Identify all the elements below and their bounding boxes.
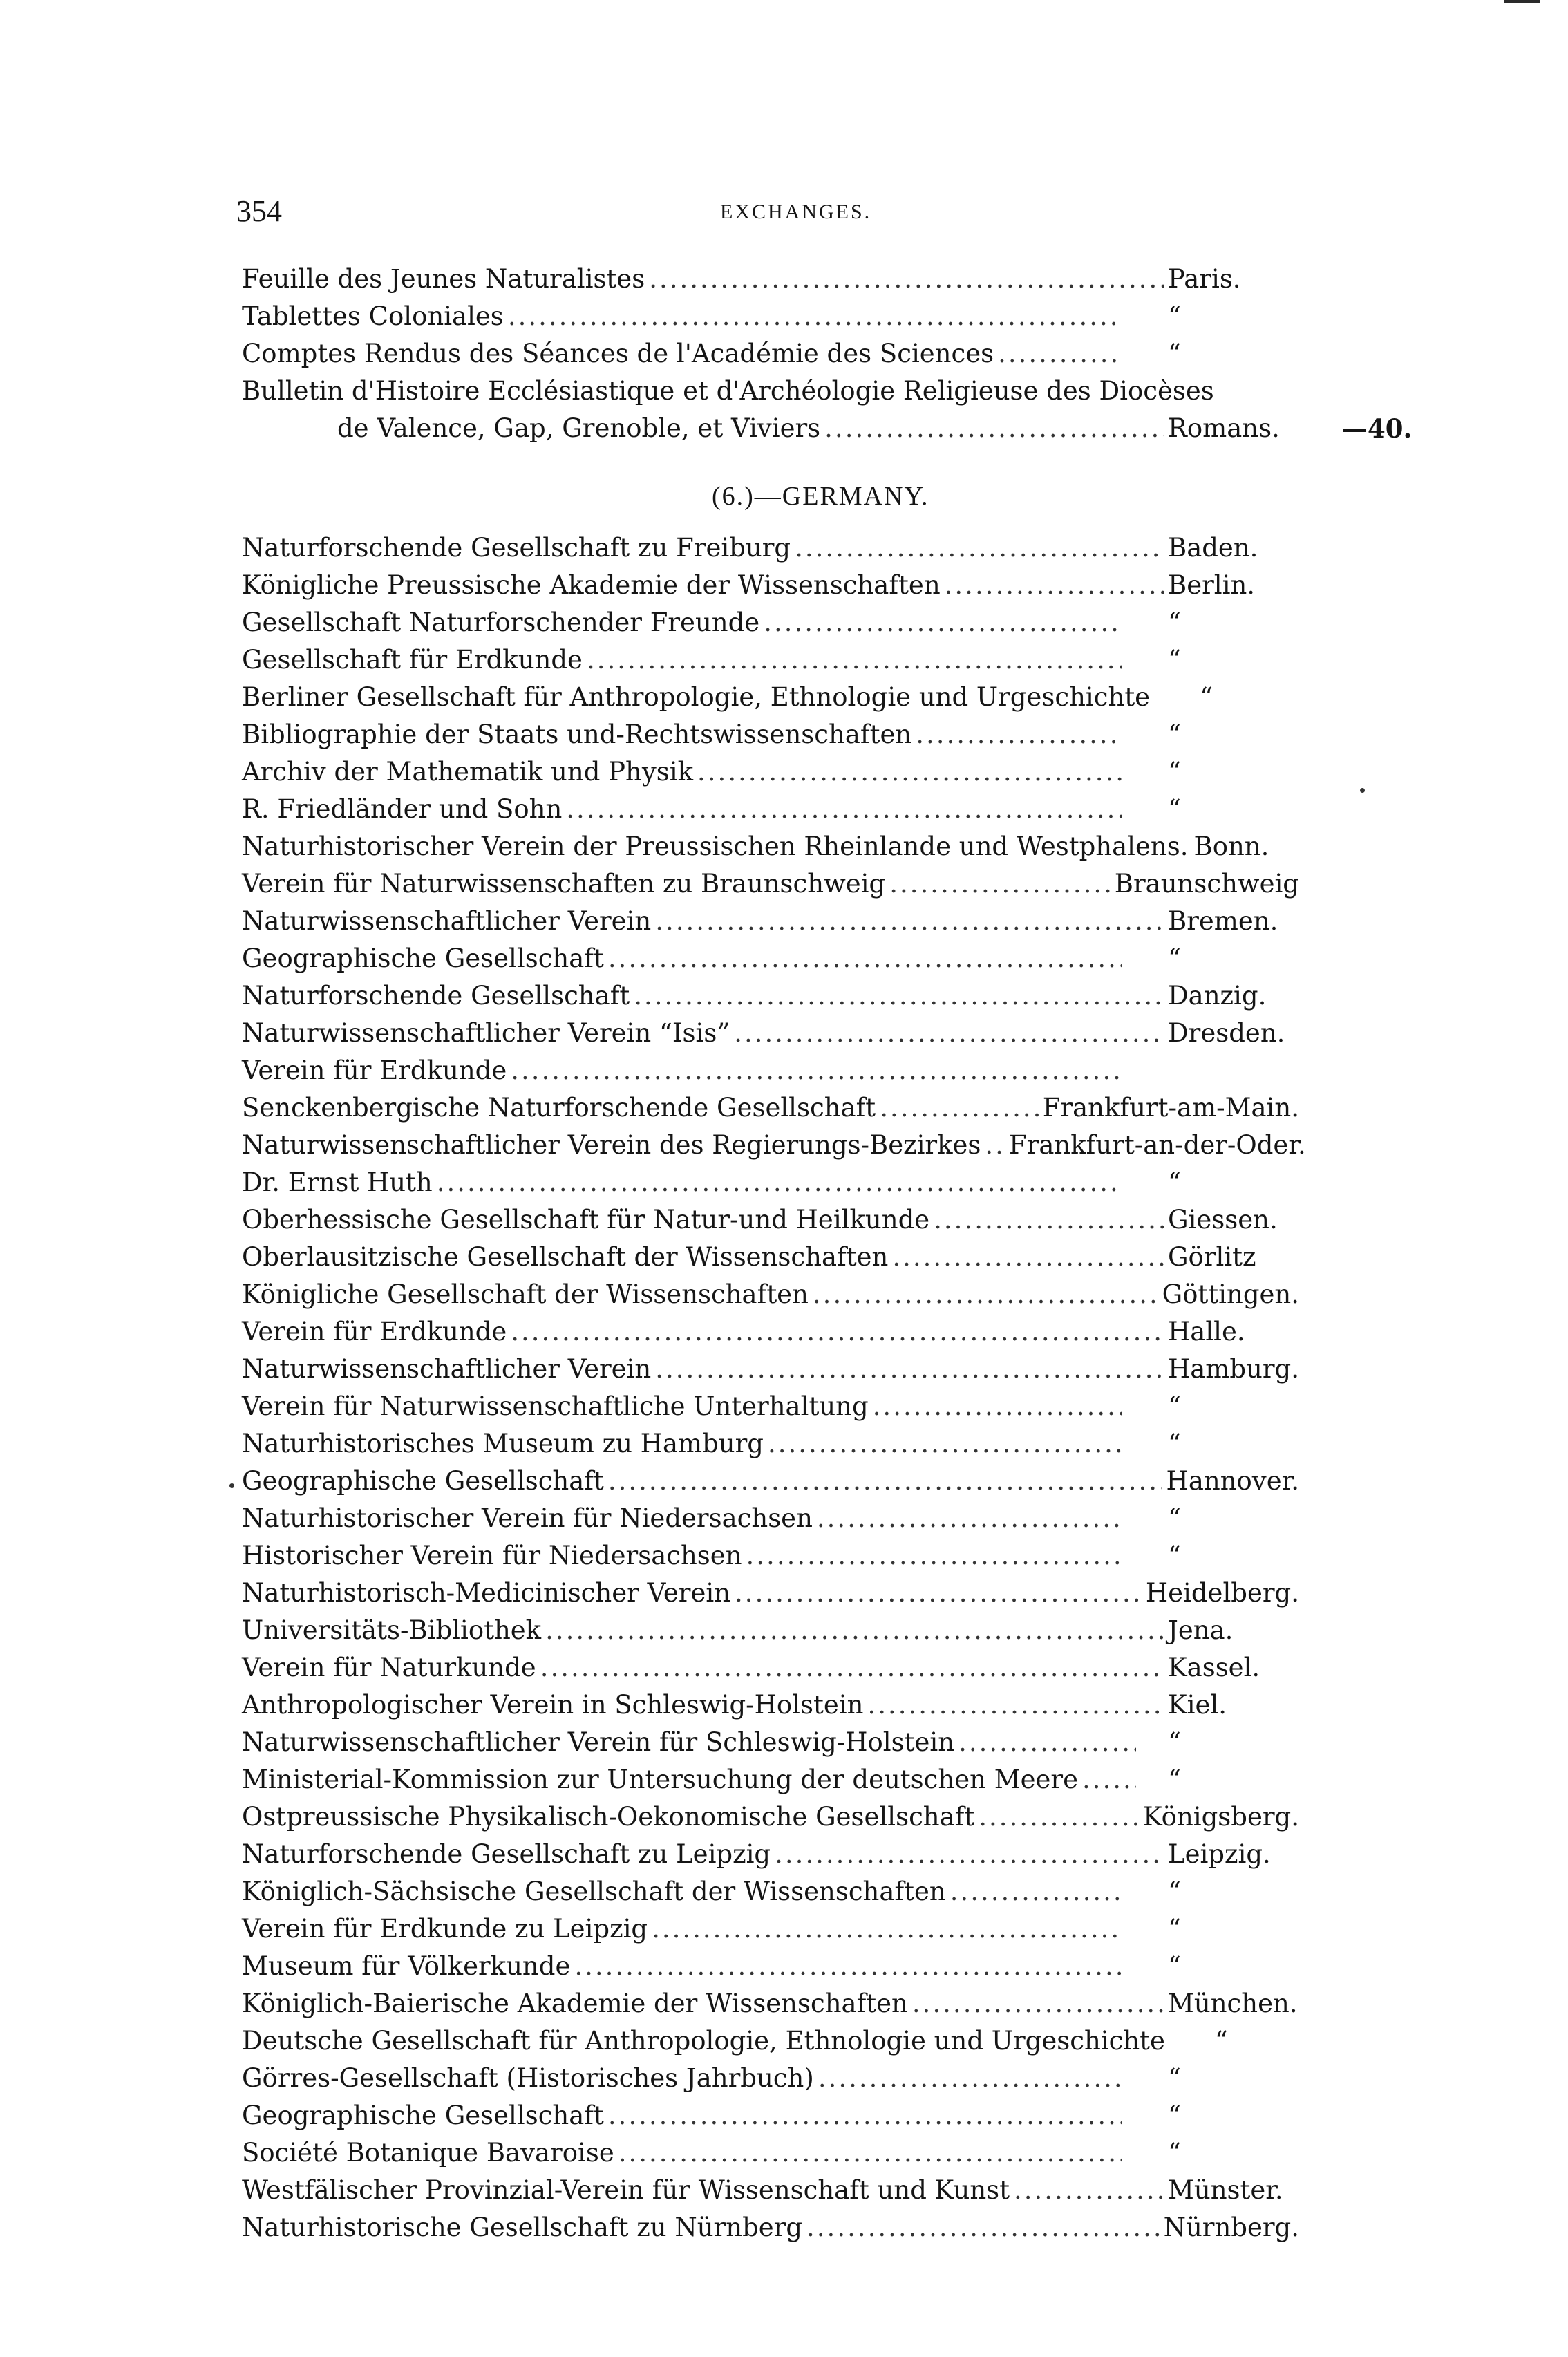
- dot-leader: [652, 1911, 1122, 1947]
- institution-name: Königlich-Sächsische Gesellschaft der Wissenschaften: [242, 1877, 946, 1906]
- place-name: Görlitz: [1168, 1242, 1256, 1272]
- institution-name: Universitäts-Bibliothek: [242, 1615, 542, 1645]
- institution-name: Görres-Gesellschaft (Historisches Jahrbuch): [242, 2063, 814, 2093]
- ditto-mark: “: [1168, 720, 1181, 749]
- section-count: —40.: [1342, 413, 1413, 444]
- list-item: [242, 1165, 1299, 1201]
- institution-name: Ostpreussische Physikalisch-Oekonomische Gesellschaft: [242, 1802, 975, 1832]
- dot-leader: [587, 642, 1122, 678]
- dot-leader: [649, 261, 1164, 297]
- list-item: [242, 1650, 1299, 1686]
- list-item: [242, 1948, 1299, 1984]
- list-item: [242, 978, 1299, 1014]
- ditto-mark: “: [1168, 339, 1181, 368]
- dot-leader: [945, 567, 1164, 603]
- institution-name: Société Botanique Bavaroise: [242, 2138, 614, 2168]
- institution-name-continued: de Valence, Gap, Grenoble, et Viviers: [337, 413, 821, 443]
- list-item: [242, 1351, 1299, 1387]
- place-name: Berlin.: [1168, 570, 1256, 600]
- list-item: [242, 679, 1299, 715]
- institution-name: Senckenbergische Naturforschende Gesellschaft: [242, 1093, 876, 1123]
- institution-name: Naturhistorisches Museum zu Hamburg: [242, 1429, 764, 1458]
- dot-leader: [437, 1165, 1120, 1201]
- dot-leader: [867, 1687, 1164, 1723]
- dot-leader: [566, 791, 1122, 827]
- institution-name: Verein für Naturwissenschaftliche Unterhaltung: [242, 1391, 869, 1421]
- dot-leader: [775, 1837, 1164, 1872]
- list-item: [242, 1575, 1299, 1611]
- institution-name: Deutsche Gesellschaft für Anthropologie, Ethnologie und Urgeschichte: [242, 2026, 1165, 2056]
- institution-name: Verein für Erdkunde zu Leipzig: [242, 1914, 648, 1944]
- ditto-mark: “: [1168, 1765, 1181, 1794]
- list-item: [242, 941, 1299, 977]
- place-name: Danzig.: [1168, 981, 1267, 1011]
- institution-name: Berliner Gesellschaft für Anthropologie, Ethnologie und Urgeschichte: [242, 682, 1151, 712]
- institution-name: Naturwissenschaftlicher Verein des Regierungs-Bezirkes: [242, 1130, 981, 1160]
- list-item: [242, 1538, 1299, 1574]
- place-name: Jena.: [1168, 1615, 1234, 1645]
- list-item: [242, 1687, 1299, 1723]
- place-name: Königsberg.: [1143, 1802, 1299, 1832]
- list-item: [242, 1986, 1299, 2022]
- dot-leader: [889, 866, 1111, 902]
- dot-leader: [634, 978, 1164, 1014]
- place-name: Romans.: [1168, 413, 1280, 443]
- list-item: [242, 903, 1299, 939]
- list-item: [242, 1239, 1299, 1275]
- dot-leader: [1082, 1762, 1136, 1798]
- ditto-mark: “: [1168, 1429, 1181, 1458]
- list-item: [242, 1874, 1299, 1910]
- institution-name: Bulletin d'Histoire Ecclésiastique et d'Archéologie Religieuse des Diocèses: [242, 376, 1214, 406]
- ditto-mark: “: [1168, 794, 1181, 824]
- list-item: [242, 1762, 1299, 1798]
- list-item: [242, 1426, 1299, 1462]
- dot-leader: [873, 1389, 1122, 1425]
- ditto-mark: “: [1168, 1951, 1181, 1981]
- place-name: Giessen.: [1168, 1205, 1278, 1234]
- institution-name: Geographische Gesellschaft: [242, 943, 604, 973]
- dot-leader: [746, 1538, 1122, 1574]
- corner-mark: [1504, 0, 1540, 3]
- dot-leader: [608, 941, 1122, 977]
- dot-leader: [764, 605, 1122, 641]
- dot-leader: [545, 1613, 1164, 1649]
- ditto-mark: “: [1168, 1877, 1181, 1906]
- dot-leader: [958, 1725, 1136, 1760]
- list-item: [242, 2023, 1299, 2059]
- dot-leader: [916, 717, 1122, 753]
- institution-name: Verein für Naturwissenschaften zu Braunschweig: [242, 869, 886, 899]
- list-item: [242, 336, 1299, 372]
- list-item: [242, 1613, 1299, 1649]
- list-item: [242, 1799, 1299, 1835]
- dot-leader: [768, 1426, 1122, 1462]
- place-name: Halle.: [1168, 1317, 1245, 1346]
- list-item: [242, 2060, 1299, 2096]
- institution-name: Gesellschaft Naturforschender Freunde: [242, 608, 760, 637]
- institution-name: Naturforschende Gesellschaft: [242, 981, 630, 1011]
- place-name: Paris.: [1168, 264, 1241, 294]
- ditto-mark: “: [1168, 1914, 1181, 1944]
- institution-name: Verein für Erdkunde: [242, 1317, 507, 1346]
- dot-leader: [824, 411, 1164, 447]
- institution-name: Feuille des Jeunes Naturalistes: [242, 264, 645, 294]
- institution-name: Naturwissenschaftlicher Verein für Schleswig-Holstein: [242, 1727, 955, 1757]
- list-item: [242, 373, 1299, 409]
- institution-name: Naturforschende Gesellschaft zu Freiburg: [242, 533, 791, 563]
- list-item: [242, 829, 1299, 865]
- place-name: Dresden.: [1168, 1018, 1285, 1048]
- list-item: [242, 605, 1299, 641]
- list-item: [242, 754, 1299, 790]
- dot-leader: [508, 299, 1122, 335]
- institution-name: Geographische Gesellschaft: [242, 2101, 604, 2130]
- list-item: [242, 2098, 1299, 2134]
- institution-name: Oberhessische Gesellschaft für Natur-und Heilkunde: [242, 1205, 930, 1234]
- list-item: [242, 1463, 1299, 1499]
- list-item: [242, 1127, 1306, 1163]
- ditto-mark: “: [1168, 1541, 1181, 1570]
- institution-name: Oberlausitzische Gesellschaft der Wissenschaften: [242, 1242, 889, 1272]
- ink-speck: [1360, 788, 1365, 793]
- list-item: [242, 1314, 1299, 1350]
- dot-leader: [934, 1202, 1164, 1238]
- institution-name: Dr. Ernst Huth: [242, 1167, 433, 1197]
- ditto-mark: “: [1168, 1167, 1181, 1197]
- institution-name: Naturhistorisch-Medicinischer Verein: [242, 1578, 731, 1608]
- list-item: [242, 1053, 1299, 1089]
- ditto-mark: “: [1168, 1503, 1181, 1533]
- institution-name: Tablettes Coloniales: [242, 301, 504, 331]
- list-item: [242, 1725, 1299, 1760]
- dot-leader: [818, 2060, 1122, 2096]
- institution-name: Ministerial-Kommission zur Untersuchung der deutschen Meere: [242, 1765, 1078, 1794]
- list-item: [242, 642, 1299, 678]
- institution-name: Comptes Rendus des Séances de l'Académie des Sciences: [242, 339, 994, 368]
- dot-leader: [608, 1463, 1162, 1499]
- list-item: [242, 1202, 1299, 1238]
- list-item: [242, 1389, 1299, 1425]
- institution-name: Naturwissenschaftlicher Verein: [242, 1354, 652, 1384]
- place-name: Kassel.: [1168, 1653, 1260, 1682]
- dot-leader: [880, 1090, 1039, 1126]
- list-item: [242, 1837, 1299, 1872]
- institution-name: Bibliographie der Staats und-Rechtswissenschaften: [242, 720, 912, 749]
- list-item: [242, 261, 1299, 297]
- ditto-mark: “: [1168, 757, 1181, 787]
- dot-leader: [950, 1874, 1122, 1910]
- place-name: Göttingen.: [1162, 1279, 1299, 1309]
- institution-name: Anthropologischer Verein in Schleswig-Holstein: [242, 1690, 864, 1720]
- place-name: Frankfurt-an-der-Oder.: [1009, 1130, 1306, 1160]
- ditto-mark: “: [1168, 301, 1181, 331]
- dot-leader: [817, 1501, 1122, 1537]
- list-item: [242, 2135, 1299, 2171]
- dot-leader: [979, 1799, 1139, 1835]
- place-name: Hannover.: [1166, 1466, 1299, 1496]
- ditto-mark: “: [1168, 1727, 1181, 1757]
- place-name: Nürnberg.: [1163, 2213, 1299, 2242]
- place-name: Bremen.: [1168, 906, 1278, 936]
- section-heading: (6.)—GERMANY.: [712, 482, 929, 511]
- ditto-mark: “: [1168, 608, 1181, 637]
- institution-name: Naturforschende Gesellschaft zu Leipzig: [242, 1839, 771, 1869]
- list-item: [242, 2172, 1299, 2208]
- place-name: Bonn.: [1193, 832, 1269, 861]
- institution-name: Museum für Völkerkunde: [242, 1951, 571, 1981]
- list-item: [242, 791, 1299, 827]
- dot-leader: [608, 2098, 1122, 2134]
- ditto-mark: “: [1214, 2026, 1228, 2056]
- list-item: [242, 1911, 1299, 1947]
- place-name: Hamburg.: [1167, 1354, 1299, 1384]
- ditto-mark: “: [1168, 2101, 1181, 2130]
- dot-leader: [795, 530, 1164, 566]
- institution-name: Archiv der Mathematik und Physik: [242, 757, 694, 787]
- institution-name: Westfälischer Provinzial-Verein für Wissenschaft und Kunst: [242, 2175, 1010, 2205]
- place-name: Leipzig.: [1168, 1839, 1271, 1869]
- dot-leader: [540, 1650, 1164, 1686]
- list-item: [242, 567, 1299, 603]
- place-name: München.: [1168, 1989, 1298, 2018]
- dot-leader: [655, 1351, 1164, 1387]
- dot-leader: [806, 2210, 1160, 2246]
- ditto-mark: “: [1200, 682, 1213, 712]
- list-item: [337, 411, 1299, 447]
- institution-name: Gesellschaft für Erdkunde: [242, 645, 583, 675]
- ditto-mark: “: [1168, 2138, 1181, 2168]
- list-item: [242, 299, 1299, 335]
- list-item: [242, 2210, 1299, 2246]
- institution-name: Naturhistorische Gesellschaft zu Nürnberg: [242, 2213, 803, 2242]
- dot-leader: [511, 1053, 1122, 1089]
- place-name: Braunschweig: [1114, 869, 1299, 899]
- list-item: [242, 1501, 1299, 1537]
- institution-name: Naturhistorischer Verein der Preussischen Rheinlande und Westphalens.: [242, 832, 1189, 861]
- list-item: [242, 1015, 1299, 1051]
- place-name: Münster.: [1168, 2175, 1283, 2205]
- list-item: [242, 1090, 1299, 1126]
- institution-name: Naturwissenschaftlicher Verein “Isis”: [242, 1018, 730, 1048]
- ditto-mark: “: [1168, 1391, 1181, 1421]
- institution-name: Verein für Erdkunde: [242, 1055, 507, 1085]
- list-item: [242, 530, 1299, 566]
- place-name: Frankfurt-am-Main.: [1042, 1093, 1299, 1123]
- ditto-mark: “: [1168, 2063, 1181, 2093]
- dot-leader: [985, 1127, 1005, 1163]
- ditto-mark: “: [1168, 645, 1181, 675]
- running-title: EXCHANGES.: [720, 200, 872, 223]
- dot-leader: [618, 2135, 1122, 2171]
- dot-leader: [511, 1314, 1164, 1350]
- institution-name: Historischer Verein für Niedersachsen: [242, 1541, 742, 1570]
- dot-leader: [1014, 2172, 1164, 2208]
- dot-leader: [655, 903, 1164, 939]
- dot-leader: [697, 754, 1122, 790]
- place-name: Kiel.: [1168, 1690, 1227, 1720]
- list-item: [242, 1277, 1299, 1313]
- ditto-mark: “: [1168, 943, 1181, 973]
- dot-leader: [813, 1277, 1158, 1313]
- dot-leader: [574, 1948, 1122, 1984]
- dot-leader: [735, 1575, 1142, 1611]
- running-head: [236, 191, 1190, 232]
- dot-leader: [892, 1239, 1164, 1275]
- place-name: Heidelberg.: [1145, 1578, 1299, 1608]
- dot-leader: [734, 1015, 1164, 1051]
- dot-leader: [998, 336, 1122, 372]
- institution-name: Königliche Preussische Akademie der Wissenschaften: [242, 570, 941, 600]
- institution-name: Naturwissenschaftlicher Verein: [242, 906, 652, 936]
- dot-leader: [912, 1986, 1164, 2022]
- institution-name: Geographische Gesellschaft: [242, 1466, 604, 1496]
- list-item: [242, 717, 1299, 753]
- institution-name: Naturhistorischer Verein für Niedersachsen: [242, 1503, 813, 1533]
- place-name: Baden.: [1168, 533, 1258, 563]
- institution-name: Verein für Naturkunde: [242, 1653, 536, 1682]
- ink-speck: [229, 1483, 234, 1488]
- institution-name: Königliche Gesellschaft der Wissenschaften: [242, 1279, 809, 1309]
- institution-name: Königlich-Baierische Akademie der Wissenschaften: [242, 1989, 908, 2018]
- institution-name: R. Friedländer und Sohn: [242, 794, 563, 824]
- list-item: [242, 866, 1299, 902]
- page-number: 354: [236, 194, 282, 228]
